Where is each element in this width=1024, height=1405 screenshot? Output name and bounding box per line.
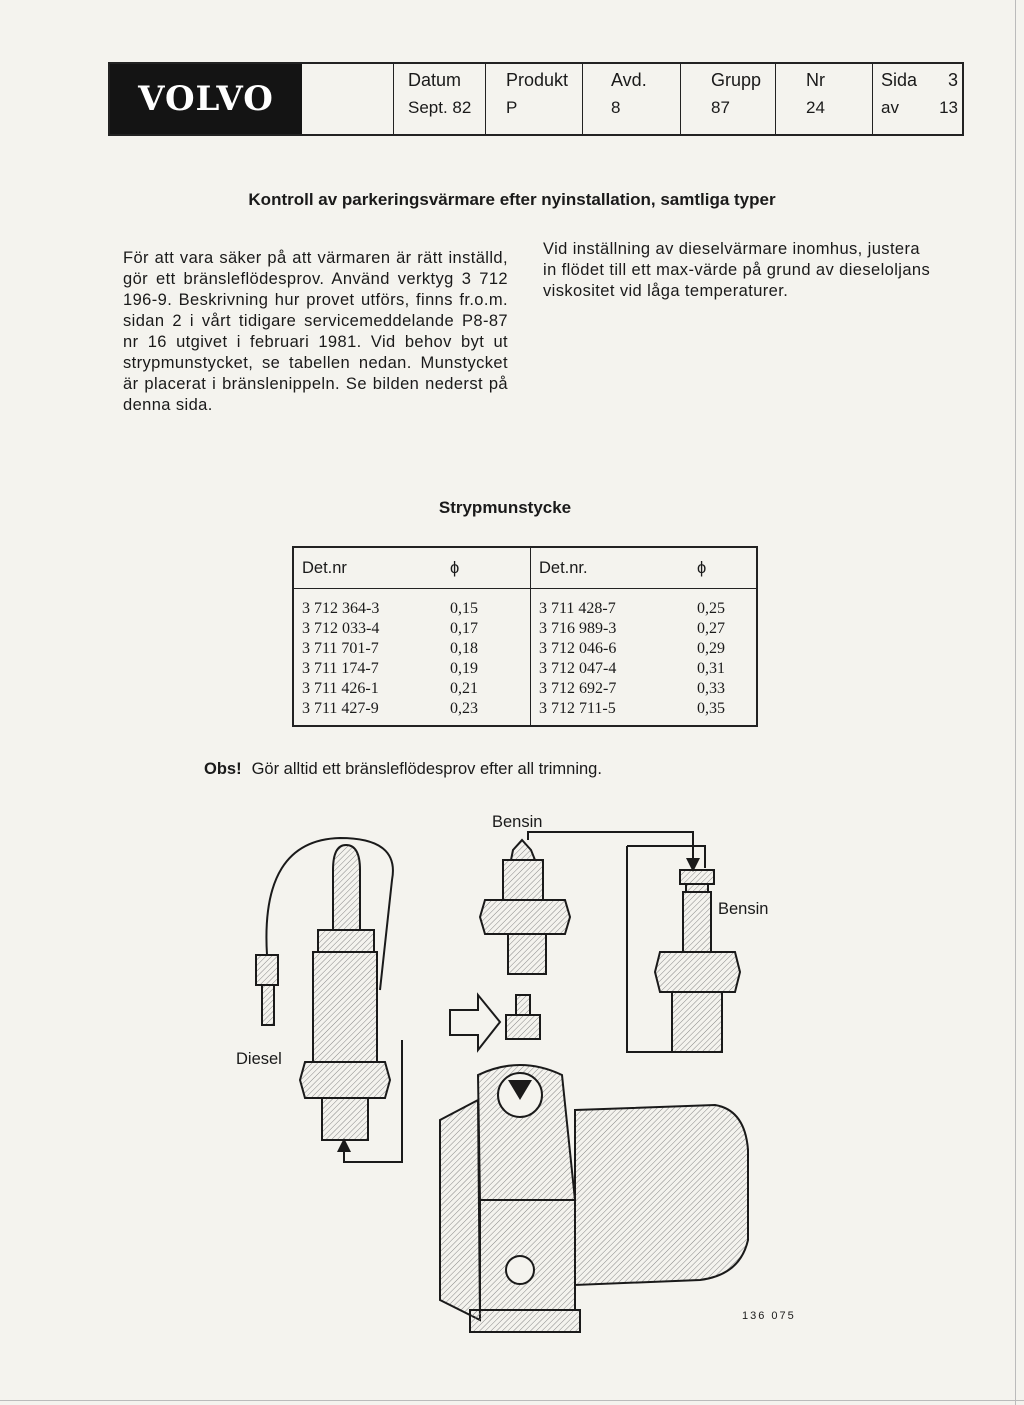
avd-label: Avd. [611, 70, 647, 90]
obs-text: Gör alltid ett bränsleflödesprov efter all trimning. [251, 760, 602, 778]
figure-number: 136 075 [742, 1310, 796, 1322]
sida-label: Sida [881, 70, 918, 90]
cell-diameter-2: 0,35 [697, 700, 725, 717]
cell-diameter: 0,19 [450, 660, 478, 677]
cell-detnr-2: 3 712 692-7 [531, 679, 690, 699]
cell-diameter-2: 0,31 [697, 660, 725, 677]
cell-detnr: 3 711 426-1 [302, 680, 379, 697]
label-diesel: Diesel [236, 1050, 282, 1068]
table-caption: Strypmunstycke [438, 498, 572, 517]
paragraph-left: För att vara säker på att värmaren är rätt inställd, gör ett bränsleflödesprov. Använd verktyg 3 712 196-9. Beskrivning hur provet utförs, finns fr.o.m. sidan 2 i vårt tidigare servicemeddelande P8-87 nr 16 utgivet i februari 1981. Vid behov byt ut strypmunstycket, se tabellen nedan. Munstycket är placerat i bränslenippeln. Se bilden nederst på denna sida. [123, 249, 508, 414]
cell-detnr-2: 3 711 428-7 [531, 589, 690, 620]
cell-diameter: 0,21 [450, 680, 478, 697]
label-bensin-top: Bensin [492, 813, 543, 831]
cell-detnr: 3 712 364-3 [302, 600, 380, 617]
cell-diameter-2: 0,29 [697, 640, 725, 657]
throttle-nozzle [506, 995, 540, 1039]
produkt-label: Produkt [506, 70, 569, 90]
bensin-nipple-center [480, 840, 570, 974]
cell-diameter-2: 0,27 [697, 620, 725, 637]
cell-diameter: 0,15 [450, 600, 478, 617]
av-value: 13 [939, 98, 958, 117]
col-header-diameter-2: ϕ [689, 547, 757, 589]
col-header-detnr: Det.nr [293, 547, 442, 589]
cell-diameter: 0,17 [450, 620, 478, 637]
col-header-detnr-2: Det.nr. [531, 547, 690, 589]
grupp-label: Grupp [711, 70, 762, 90]
paragraph-right: Vid inställning av dieselvärmare inomhus, justera in flödet till ett max-värde på grund av dieseloljans viskositet vid låga temperaturer. [543, 240, 931, 300]
bensin-nipple-right [655, 870, 740, 1052]
cell-detnr: 3 711 174-7 [302, 660, 379, 677]
cell-detnr: 3 711 701-7 [302, 640, 379, 657]
wire-connector [256, 955, 278, 1025]
cell-detnr: 3 712 033-4 [302, 620, 380, 637]
avd-value: 8 [611, 98, 621, 117]
produkt-value: P [506, 98, 518, 117]
cell-detnr-2: 3 712 711-5 [531, 699, 690, 726]
nr-label: Nr [806, 70, 825, 90]
grupp-value: 87 [711, 98, 730, 117]
cell-diameter-2: 0,33 [697, 680, 725, 697]
cell-detnr-2: 3 712 047-4 [531, 659, 690, 679]
nr-value: 24 [806, 98, 825, 117]
cell-diameter-2: 0,25 [697, 600, 725, 617]
cell-diameter: 0,23 [450, 700, 478, 717]
cell-diameter: 0,18 [450, 640, 478, 657]
datum-value: Sept. 82 [408, 98, 472, 117]
sida-value: 3 [947, 70, 958, 90]
obs-label: Obs! [204, 760, 242, 778]
col-header-diameter: ϕ [442, 547, 531, 589]
page-title: Kontroll av parkeringsvärmare efter nyinstallation, samtliga typer [248, 190, 776, 209]
cell-detnr-2: 3 712 046-6 [531, 639, 690, 659]
cell-detnr: 3 711 427-9 [302, 700, 379, 717]
diesel-nipple [300, 845, 390, 1140]
av-label: av [881, 98, 899, 117]
heater-pump-body [440, 1065, 748, 1332]
label-bensin-right: Bensin [718, 900, 769, 918]
cell-detnr-2: 3 716 989-3 [531, 619, 690, 639]
logo-text: VOLVO [138, 79, 274, 119]
insert-arrow-icon [450, 995, 500, 1050]
datum-label: Datum [408, 70, 462, 90]
